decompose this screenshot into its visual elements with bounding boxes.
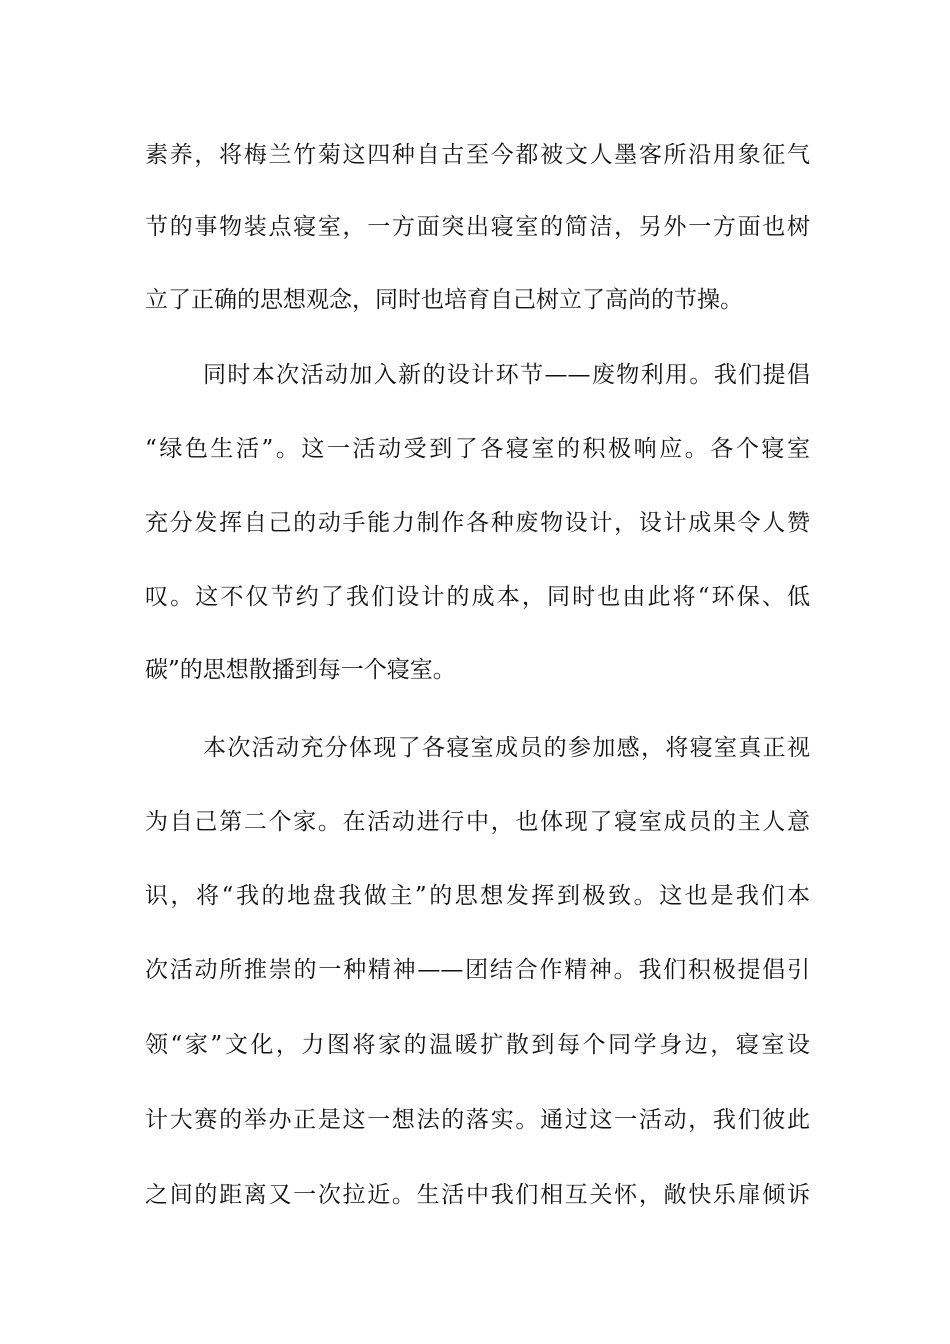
text-line: 叹。这不仅节约了我们设计的成本，同时也由此将“环保、低	[145, 584, 810, 610]
paragraph-first-line: 本次活动充分体现了各寝室成员的参加感，将寝室真正视	[203, 735, 810, 761]
text-line: 充分发挥自己的动手能力制作各种废物设计，设计成果令人赞	[145, 510, 810, 536]
text-line: 立了正确的思想观念，同时也培育自己树立了高尚的节操。	[145, 287, 743, 313]
text-line: 之间的距离又一次拉近。生活中我们相互关怀，敞快乐扉倾诉	[145, 1182, 810, 1208]
text-line: 识，将“我的地盘我做主”的思想发挥到极致。这也是我们本	[145, 883, 810, 909]
paragraph-first-line: 同时本次活动加入新的设计环节——废物利用。我们提倡	[203, 362, 810, 388]
text-line: 素养，将梅兰竹菊这四种自古至今都被文人墨客所沿用象征气	[145, 142, 810, 168]
text-line: 领“家”文化，力图将家的温暖扩散到每个同学身边，寝室设	[145, 1032, 810, 1058]
text-line: 为自己第二个家。在活动进行中，也体现了寝室成员的主人意	[145, 809, 810, 835]
text-line: “绿色生活”。这一活动受到了各寝室的积极响应。各个寝室	[145, 436, 810, 462]
text-line: 碳”的思想散播到每一个寝室。	[145, 657, 456, 683]
text-line: 次活动所推崇的一种精神——团结合作精神。我们积极提倡引	[145, 957, 810, 983]
text-line: 节的事物装点寝室，一方面突出寝室的简洁，另外一方面也树	[145, 214, 810, 240]
text-line: 计大赛的举办正是这一想法的落实。通过这一活动，我们彼此	[145, 1107, 810, 1133]
